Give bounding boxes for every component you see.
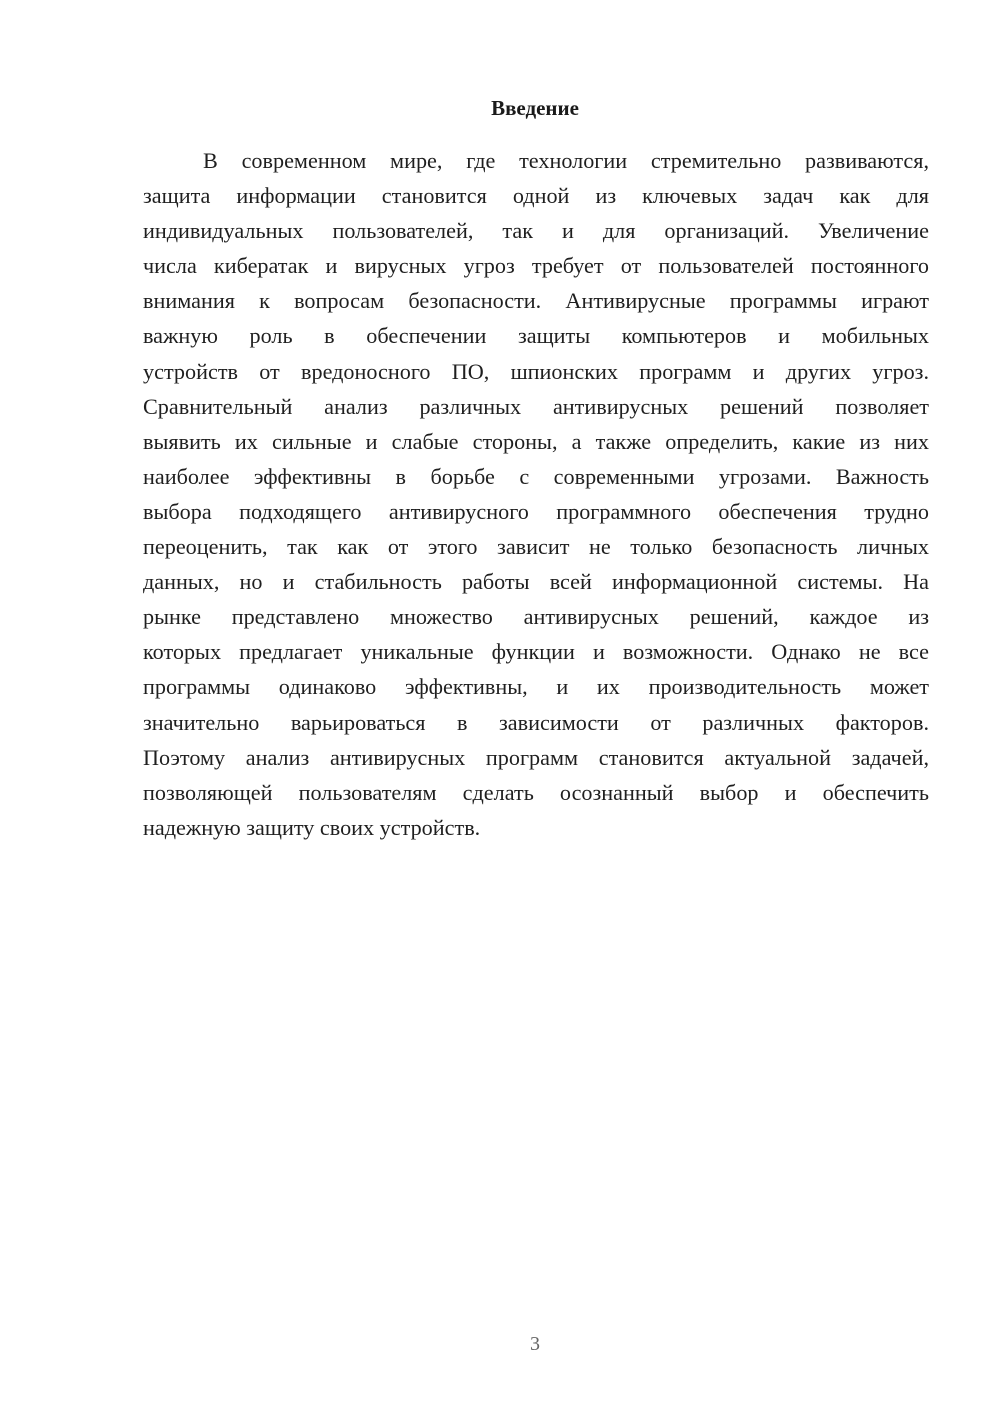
paragraph-line: данных, но и стабильность работы всей информационной системы. На <box>143 569 929 595</box>
paragraph-line: программы одинаково эффективны, и их производительность может <box>143 674 929 700</box>
paragraph-line: которых предлагает уникальные функции и возможности. Однако не все <box>143 639 929 665</box>
paragraph-line: индивидуальных пользователей, так и для организаций. Увеличение <box>143 218 929 244</box>
paragraph-line: защита информации становится одной из ключевых задач как для <box>143 183 929 209</box>
introduction-paragraph <box>143 143 929 845</box>
paragraph-line: В современном мире, где технологии стремительно развиваются, <box>203 148 929 173</box>
paragraph-line: Сравнительный анализ различных антивирусных решений позволяет <box>143 393 929 419</box>
paragraph-line: числа кибератак и вирусных угроз требует от пользователей постоянного <box>143 253 929 279</box>
paragraph-line: важную роль в обеспечении защиты компьютеров и мобильных <box>143 323 929 349</box>
paragraph-line: рынке представлено множество антивирусных решений, каждое из <box>143 604 929 630</box>
paragraph-line: устройств от вредоносного ПО, шпионских программ и других угроз. <box>143 358 929 384</box>
page-number: 3 <box>530 1333 540 1355</box>
paragraph-line: переоценить, так как от этого зависит не только безопасность личных <box>143 534 929 560</box>
paragraph-line: внимания к вопросам безопасности. Антивирусные программы играют <box>143 288 929 314</box>
section-heading: Введение <box>491 96 579 120</box>
paragraph-line: наиболее эффективны в борьбе с современными угрозами. Важность <box>143 463 929 489</box>
paragraph-line: позволяющей пользователям сделать осознанный выбор и обеспечить <box>143 779 929 805</box>
paragraph-line: значительно варьироваться в зависимости от различных факторов. <box>143 709 929 735</box>
paragraph-line: выбора подходящего антивирусного программного обеспечения трудно <box>143 498 929 524</box>
paragraph-line: выявить их сильные и слабые стороны, а также определить, какие из них <box>143 428 929 454</box>
paragraph-line: надежную защиту своих устройств. <box>143 814 481 840</box>
paragraph-line: Поэтому анализ антивирусных программ становится актуальной задачей, <box>143 744 929 770</box>
